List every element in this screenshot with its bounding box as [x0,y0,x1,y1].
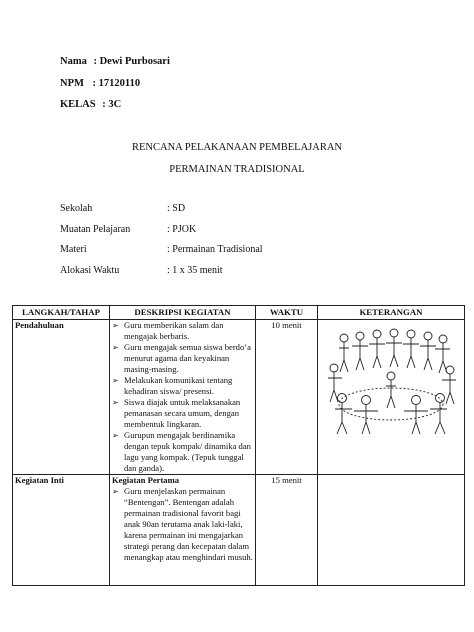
activity-item: ➢ Melakukan komunikasi tentang kehadiran siswa/ presensi. [112,375,253,397]
document-subtitle: PERMAINAN TRADISIONAL [169,164,305,175]
table-row [13,320,465,475]
phase-pendahuluan: Pendahuluan [13,320,110,475]
info-label: Alokasi Waktu [60,265,120,276]
table-row [13,475,465,586]
time-value: 10 menit [256,320,318,475]
info-value: : SD [167,203,186,214]
keterangan-cell [318,475,465,586]
activity-item: ➢ Guru menjelaskan permainan “Bentengan”. Bentengan adalah permainan tradisional favorit bagi anak 90an terutama anak laki-laki, karena permainan ini mengajarkan strategi perang dan kecepatan dalam menangkap atau menghindari musuh. [112,486,253,563]
document-title: RENCANA PELAKANAAN PEMBELAJARAN [131,142,342,153]
time-value: 15 menit [256,475,318,586]
keterangan-cell [318,320,465,475]
header-waktu: WAKTU [256,306,318,320]
npm-value: : 17120110 [92,78,141,89]
npm-line [60,78,140,89]
name-line [60,56,170,67]
phase-kegiatan-inti: Kegiatan Inti [13,475,110,586]
info-value: : 1 x 35 menit [167,265,223,276]
children-circle-illustration [322,324,460,436]
activity-item: ➢ Guru memberikan salam dan mengajak berbaris. [112,320,253,342]
header-deskripsi: DESKRIPSI KEGIATAN [110,306,256,320]
activity-item: ➢ Guru mengajak semua siswa berdo’a menurut agama dan keyakinan masing-masing. [112,342,253,375]
header-langkah: LANGKAH/TAHAP [13,306,110,320]
activity-description [110,320,256,475]
npm-label: NPM [60,78,84,89]
lesson-plan-table [12,305,465,586]
info-value: : Permainan Tradisional [167,244,263,255]
activity-subheading: Kegiatan Pertama [112,475,180,485]
activity-description [110,475,256,586]
kelas-label: KELAS [60,99,96,110]
info-label: Muatan Pelajaran [60,224,131,235]
kelas-line [60,99,121,110]
table-header-row [13,306,465,320]
header-keterangan: KETERANGAN [318,306,465,320]
activity-item: ➢ Siswa diajak untuk melaksanakan pemanasan secara umum, dengan membentuk lingkaran. [112,397,253,430]
kelas-value: : 3C [102,99,122,110]
info-label: Sekolah [60,203,93,214]
name-value: : Dewi Purbosari [93,56,170,67]
info-value: : PJOK [167,224,197,235]
name-label: Nama [60,56,87,67]
activity-item: ➢ Gurupun mengajak berdinamika dengan tepuk kompak/ dinamika dan lagu yang kompak. (Tepuk tunggal dan ganda). [112,430,253,474]
info-label: Materi [60,244,87,255]
